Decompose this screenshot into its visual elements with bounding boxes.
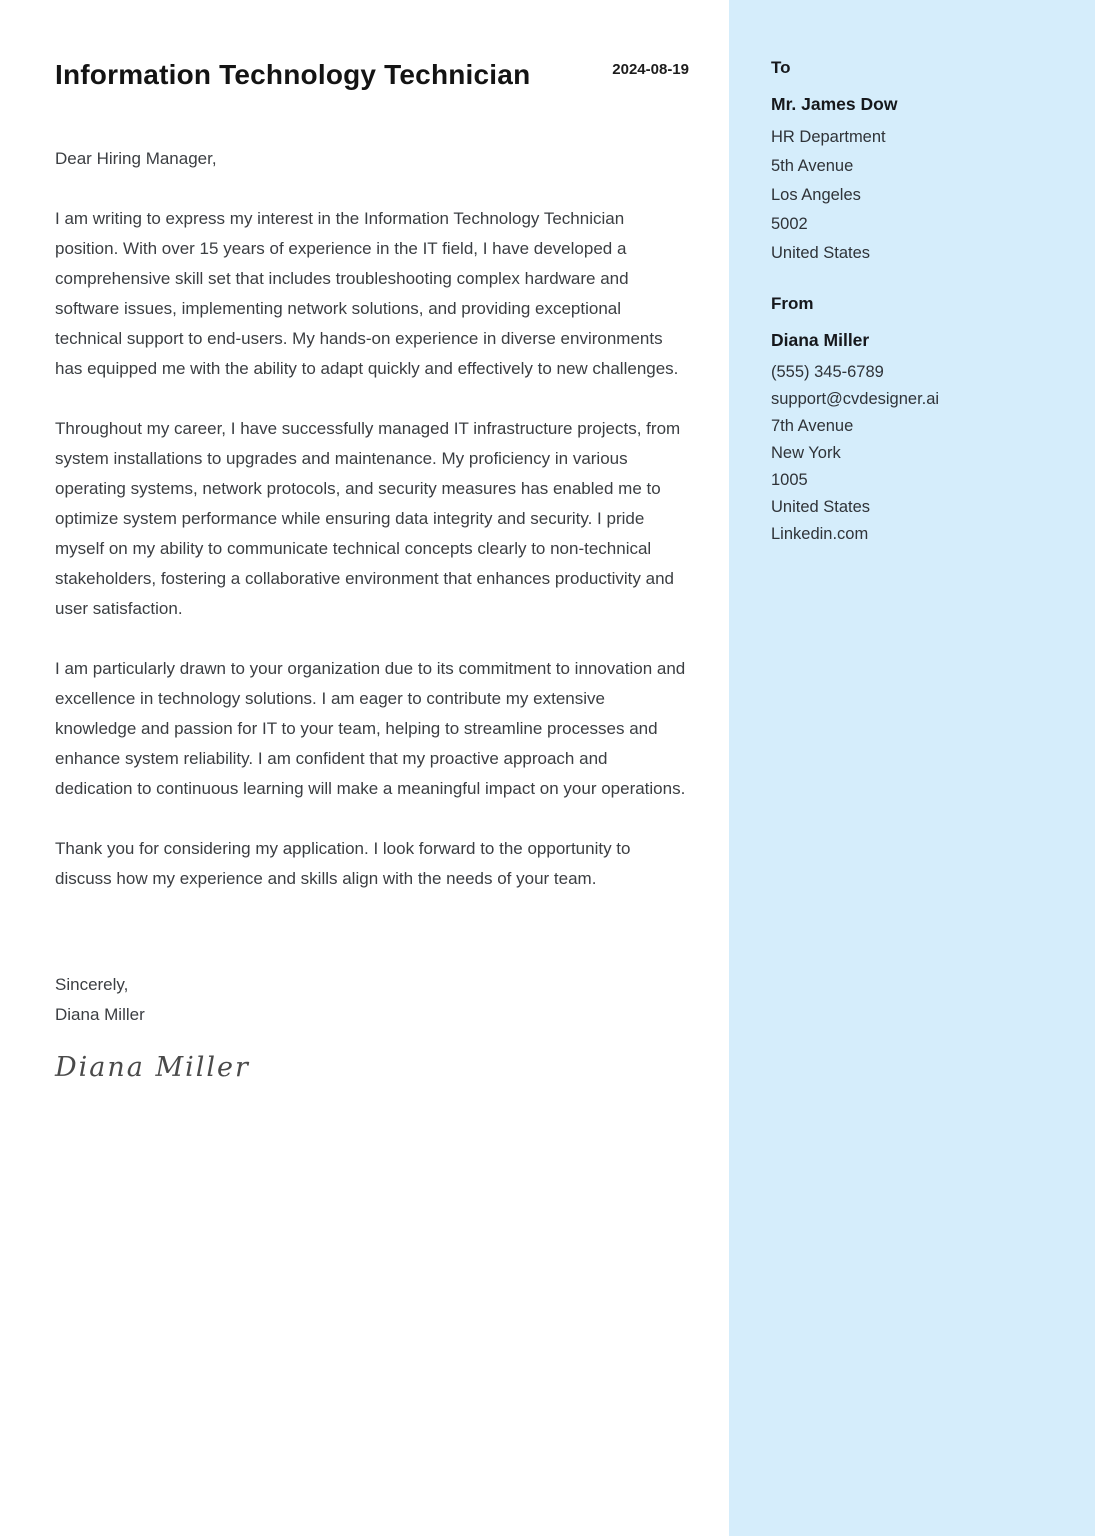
recipient-city: Los Angeles [771,186,861,204]
letter-header [55,58,689,92]
sender-name: Diana Miller [771,330,870,350]
letter-date: 2024-08-19 [612,61,689,78]
sender-phone: (555) 345-6789 [771,363,884,381]
sender-country: United States [771,498,871,516]
recipient-name: Mr. James Dow [771,94,898,114]
recipient-zip: 5002 [771,215,808,233]
sender-city: New York [771,444,841,462]
letter-paragraph: Thank you for considering my application. I look forward to the opportunity to discuss how my experience and skills align with the needs of your team. [55,838,631,888]
sender-zip: 1005 [771,471,808,489]
sender-linkedin: Linkedin.com [771,525,869,543]
contact-sidebar [729,0,1095,1536]
sender-street: 7th Avenue [771,417,854,435]
recipient-street: 5th Avenue [771,157,854,175]
sender-email: support@cvdesigner.ai [771,390,940,408]
closing-name: Diana Miller [55,1004,145,1024]
to-heading: To [771,58,791,77]
from-heading: From [771,294,814,313]
salutation: Dear Hiring Manager, [55,148,217,168]
page-title: Information Technology Technician [55,59,531,90]
recipient-department: HR Department [771,128,886,146]
letter-paragraph: I am writing to express my interest in the Information Technology Technician position. With over 15 years of experience in the IT field, I have developed a comprehensive skill set that includes troubleshooting complex hardware and software issues, implementing network solutions, and providing exceptional technical support to end-users. My hands-on experience in diverse environments has equipped me with the ability to adapt quickly and effectively to new challenges. [55,208,679,378]
letter-paragraph: Throughout my career, I have successfully managed IT infrastructure projects, from system installations to upgrades and maintenance. My proficiency in various operating systems, network protocols, and security measures has enabled me to optimize system performance while ensuring data integrity and security. I pride myself on my ability to communicate technical concepts clearly to non-technical stakeholders, fostering a collaborative environment that enhances productivity and user satisfaction. [55,418,681,618]
letter-paragraph: I am particularly drawn to your organization due to its commitment to innovation and excellence in technology solutions. I am eager to contribute my extensive knowledge and passion for IT to your team, helping to streamline processes and enhance system reliability. I am confident that my proactive approach and dedication to continuous learning will make a meaningful impact on your operations. [55,658,686,798]
letter-body-column [55,58,689,1083]
from-section [771,294,1065,548]
to-section [771,58,1065,268]
sender-details [771,359,1065,548]
recipient-country: United States [771,244,871,262]
closing-word: Sincerely, [55,974,129,994]
closing-block [55,970,689,1030]
handwritten-signature: Diana Miller [55,1051,250,1083]
recipient-address [771,123,1065,268]
